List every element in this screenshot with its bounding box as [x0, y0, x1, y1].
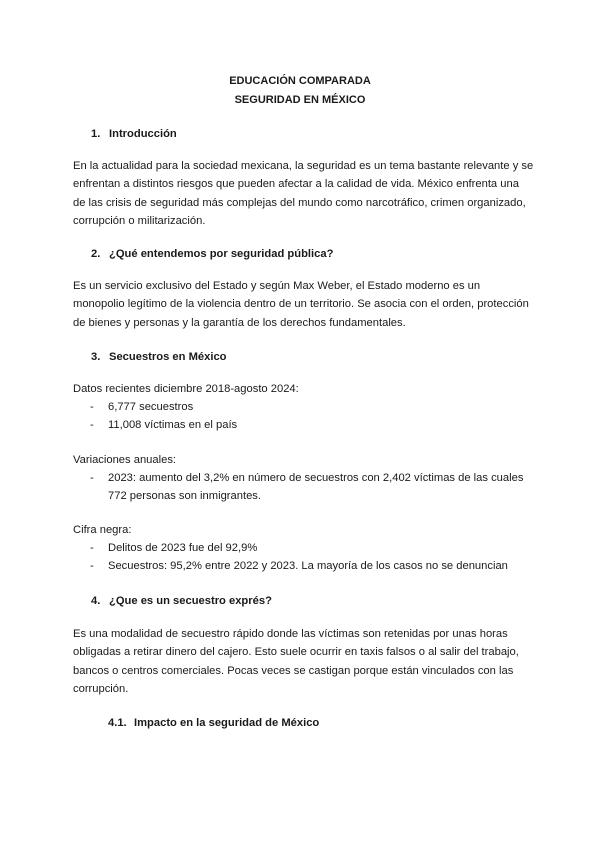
paragraph-line: corrupción. [73, 683, 129, 696]
list-item: - Secuestros: 95,2% entre 2022 y 2023. La mayoría de los casos no se denuncian [90, 560, 508, 572]
document-subtitle: SEGURIDAD EN MÉXICO [234, 94, 366, 106]
paragraph-line: obligadas a retirar dinero del cajero. Esto suele ocurrir en taxis falsos o al salir del trabajo, [73, 646, 519, 659]
list-item: - 6,777 secuestros [90, 401, 194, 413]
paragraph-line: de las crisis de seguridad más complejas del mundo como narcotráfico, crimen organizado, [73, 196, 526, 209]
document-title: EDUCACIÓN COMPARADA [229, 75, 371, 87]
section-number: 1. [91, 128, 101, 140]
paragraph-line: Es un servicio exclusivo del Estado y según Max Weber, el Estado moderno es un [73, 280, 481, 292]
list-item: - Delitos de 2023 fue del 92,9% [90, 542, 258, 554]
paragraph-introduccion [73, 157, 535, 231]
recent-data-label: Datos recientes diciembre 2018-agosto 2024: [73, 383, 299, 395]
list-item-continuation: 772 personas son inmigrantes. [108, 490, 261, 502]
section-number: 2. [91, 248, 101, 260]
section-heading-introduccion [91, 125, 177, 143]
paragraph-line: bancos o centros comerciales. Pocas veces se castigan porque están vinculados con las [73, 664, 514, 677]
paragraph-line: enfrentan a distintos riesgos que pueden afectar a la calidad de vida. México enfrenta una [73, 178, 519, 191]
paragraph-secuestro-expres [73, 625, 535, 699]
section-title: ¿Que es un secuestro exprés? [109, 595, 272, 607]
paragraph-line: Es una modalidad de secuestro rápido donde las víctimas son retenidas por unas horas [73, 628, 508, 640]
paragraph-line: En la actualidad para la sociedad mexicana, la seguridad es un tema bastante relevante y se [73, 160, 534, 172]
section-heading-seguridad-publica [91, 245, 333, 263]
subsection-heading-impacto [108, 714, 319, 732]
section-title: Introducción [109, 128, 177, 140]
paragraph-line: de bienes y personas y la garantía de los derechos fundamentales. [73, 316, 406, 329]
section-title: Impacto en la seguridad de México [134, 717, 320, 729]
section-number: 3. [91, 351, 101, 363]
paragraph-seguridad-publica [73, 277, 535, 332]
annual-variations-label: Variaciones anuales: [73, 454, 177, 466]
section-number: 4.1. [108, 717, 127, 729]
black-figure-label: Cifra negra: [73, 524, 132, 536]
section-heading-secuestros [91, 348, 227, 366]
section-number: 4. [91, 595, 101, 607]
section-title: ¿Qué entendemos por seguridad pública? [109, 248, 334, 260]
paragraph-line: monopolio legítimo de la violencia dentro de un territorio. Se asocia con el orden, protección [73, 298, 529, 311]
section-title: Secuestros en México [109, 351, 227, 363]
list-item: - 2023: aumento del 3,2% en número de secuestros con 2,402 víctimas de las cuales [90, 472, 524, 484]
section-heading-secuestro-expres [91, 592, 272, 610]
paragraph-line: corrupción o militarización. [73, 215, 206, 228]
list-item: - 11,008 víctimas en el país [90, 419, 238, 431]
